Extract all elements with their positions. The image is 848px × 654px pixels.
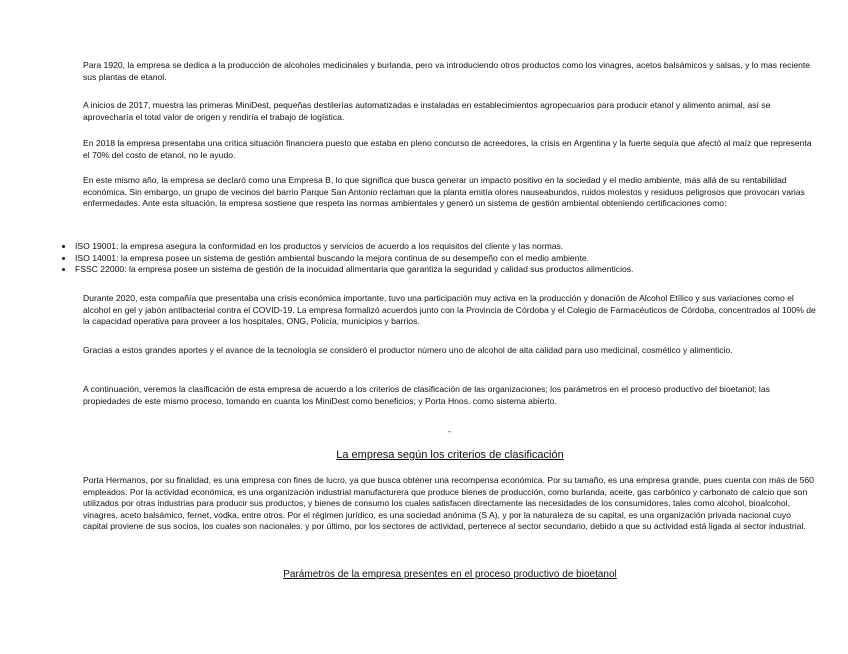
bullet-icon xyxy=(62,245,65,248)
paragraph-history-1920: Para 1920, la empresa se dedica a la producción de alcoholes medicinales y burlanda, pero va introduciendo otros productos como los vinagres, acetos balsámicos y salsas, y lo mas reciente sus plantas de etanol. xyxy=(83,60,811,82)
paragraph-minidest-2017: A inicios de 2017, muestra las primeras MiniDest, pequeñas destilerías automatizadas e instaladas en establecimientos agropecuarios para producir etanol y alimento animal, así se aprovecharía el total valor de origen y rendiría el trabajo de logística. xyxy=(83,100,771,122)
list-item xyxy=(58,253,828,265)
list-item xyxy=(58,264,828,276)
list-item xyxy=(58,241,828,253)
paragraph-clasificacion: Porta Hermanos, por su finalidad, es una empresa con fines de lucro, ya que busca obtener una recompensa económica. Por su tamaño, es una empresa grande, pues cuenta con más de 560 empleados. Por la actividad económica, es una organización industrial manufacturera que produce bienes de producción, como burlanda, aceite, gas carbónico y carbonato de calcio que son utilizados por otras industrias para producir sus productos, y bienes de consumo los cuales satisfacen directamente las necesidades de los consumidores, tales como alcohol, bioalcohol, vinagres, aceto balsámico, fernet, vodka, entre otros. Por el régimen jurídico, es una sociedad anónima (S A), y por la naturaleza de su capital, es una organización privada nacional cuyo capital proviene de sus socios, los cuales son nacionales. y por último, por los sectores de actividad, pertenece al sector secundario, debido a que su actividad está ligada al sector industrial. xyxy=(83,475,814,532)
paragraph-covid-2020: Durante 2020, esta compañía que presentaba una crisis económica importante, tuvo una participación muy activa en la producción y donación de Alcohol Etílico y sus variaciones como el alcohol en gel y jabón antibacterial contra el COVID-19. La empresa formalizó acuerdos junto con la Provincia de Córdoba y el Colegio de Farmacéuticos de Córdoba, concentrados al 100% de la capacidad operativa para proveer a los hospitales, ONG, Policía, municipios y barrios. xyxy=(83,293,816,327)
bullet-icon xyxy=(62,268,65,271)
section-heading-clasificacion: La empresa según los criterios de clasificación xyxy=(336,449,564,461)
paragraph-crisis-2018: En 2018 la empresa presentaba una crítica situación financiera puesto que estaba en pleno concurso de acreedores, la crisis en Argentina y la fuerte sequía que afectó al maíz que representa el 70% del costo de etanol, no le ayudo. xyxy=(83,138,812,160)
paragraph-introduccion: A continuación, veremos la clasificación de esta empresa de acuerdo a los criterios de clasificación de las organizaciones; los parámetros en el proceso productivo del bioetanol; las propiedades de este mismo proceso, tomando en cuanta los MiniDest como beneficios; y Porta Hnos. como sistema abierto. xyxy=(83,384,770,406)
certification-iso-19001: ISO 19001: la empresa asegura la conformidad en los productos y servicios de acuerdo a los requisitos del cliente y las normas. xyxy=(75,241,564,251)
paragraph-empresa-b: En este mismo año, la empresa se declaró como una Empresa B, lo que significa que busca generar un impacto positivo en la sociedad y el medio ambiente, más allá de su rentabilidad económica. Sin embargo, un grupo de vecinos del barrio Parque San Antonio reclaman que la planta emitía olores nauseabundos, ruidos molestos y residuos peligrosos que provocan varias enfermedades. Ante esta situación, la empresa sostiene que respeta las normas ambientales y generó un sistema de gestión ambiental obteniendo certificaciones como: xyxy=(83,175,805,209)
section-heading-parametros: Parámetros de la empresa presentes en el proceso productivo de bioetanol xyxy=(283,569,617,580)
certifications-list xyxy=(58,241,828,276)
certification-iso-14001: ISO 14001: la empresa posee un sistema de gestión ambiental buscando la mejora continua de su desempeño con el medio ambiente. xyxy=(75,252,590,263)
separator-dash: - xyxy=(448,426,451,436)
certification-fssc-22000: FSSC 22000: la empresa posee un sistema de gestión de la inocuidad alimentaria que garantiza la seguridad y calidad sus productos alimenticios. xyxy=(75,264,634,275)
paragraph-productor-numero-uno: Gracias a estos grandes aportes y el avance de la tecnología se consideró el productor número uno de alcohol de alta calidad para uso medicinal, cosmético y alimenticio. xyxy=(83,345,733,355)
bullet-icon xyxy=(62,257,65,260)
